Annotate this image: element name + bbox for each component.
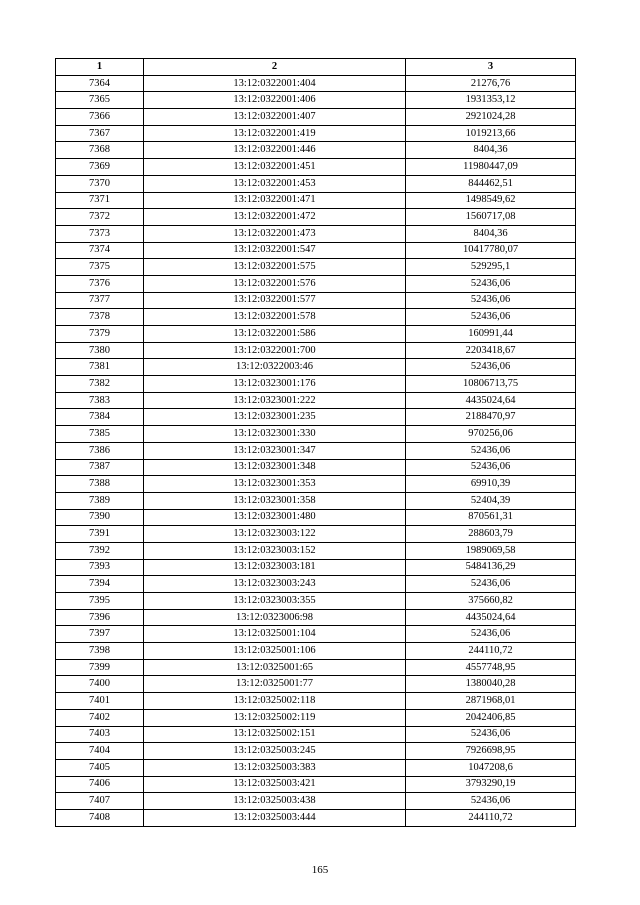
cadastral-number-cell: 13:12:0322001:700	[144, 342, 406, 359]
value-cell: 52436,06	[406, 275, 576, 292]
value-cell: 52436,06	[406, 359, 576, 376]
row-number-cell: 7375	[56, 259, 144, 276]
value-cell: 844462,51	[406, 175, 576, 192]
cadastral-number-cell: 13:12:0325001:65	[144, 659, 406, 676]
row-number-cell: 7380	[56, 342, 144, 359]
cadastral-number-cell: 13:12:0325001:77	[144, 676, 406, 693]
table-row	[56, 409, 576, 426]
table-row	[56, 225, 576, 242]
value-cell: 2042406,85	[406, 709, 576, 726]
table-row	[56, 159, 576, 176]
value-cell: 1989069,58	[406, 542, 576, 559]
table-row	[56, 309, 576, 326]
value-cell: 10417780,07	[406, 242, 576, 259]
row-number-cell: 7373	[56, 225, 144, 242]
table-row	[56, 359, 576, 376]
cadastral-number-cell: 13:12:0323003:152	[144, 542, 406, 559]
cadastral-number-cell: 13:12:0322001:446	[144, 142, 406, 159]
row-number-cell: 7364	[56, 75, 144, 92]
row-number-cell: 7396	[56, 609, 144, 626]
table-row	[56, 175, 576, 192]
value-cell: 970256,06	[406, 426, 576, 443]
header-row	[56, 59, 576, 76]
row-number-cell: 7397	[56, 626, 144, 643]
value-cell: 52436,06	[406, 459, 576, 476]
table-row	[56, 459, 576, 476]
table-row	[56, 693, 576, 710]
header-col-1: 1	[56, 59, 144, 76]
cadastral-number-cell: 13:12:0322001:471	[144, 192, 406, 209]
table-row	[56, 326, 576, 343]
value-cell: 4557748,95	[406, 659, 576, 676]
value-cell: 7926698,95	[406, 743, 576, 760]
table-body	[56, 75, 576, 826]
row-number-cell: 7372	[56, 209, 144, 226]
cadastral-number-cell: 13:12:0323001:235	[144, 409, 406, 426]
table-row	[56, 259, 576, 276]
table-row	[56, 559, 576, 576]
value-cell: 288603,79	[406, 526, 576, 543]
table-row	[56, 743, 576, 760]
table-row	[56, 709, 576, 726]
cadastral-number-cell: 13:12:0322003:46	[144, 359, 406, 376]
row-number-cell: 7398	[56, 643, 144, 660]
cadastral-number-cell: 13:12:0323001:330	[144, 426, 406, 443]
cadastral-number-cell: 13:12:0322001:575	[144, 259, 406, 276]
row-number-cell: 7393	[56, 559, 144, 576]
value-cell: 3793290,19	[406, 776, 576, 793]
value-cell: 2921024,28	[406, 109, 576, 126]
value-cell: 8404,36	[406, 142, 576, 159]
value-cell: 2871968,01	[406, 693, 576, 710]
value-cell: 10806713,75	[406, 376, 576, 393]
cadastral-number-cell: 13:12:0323001:348	[144, 459, 406, 476]
cadastral-number-cell: 13:12:0322001:453	[144, 175, 406, 192]
value-cell: 52436,06	[406, 309, 576, 326]
value-cell: 4435024,64	[406, 609, 576, 626]
cadastral-number-cell: 13:12:0325002:151	[144, 726, 406, 743]
cadastral-number-cell: 13:12:0322001:406	[144, 92, 406, 109]
data-table	[55, 58, 576, 827]
table-row	[56, 209, 576, 226]
cadastral-number-cell: 13:12:0322001:473	[144, 225, 406, 242]
table-row	[56, 659, 576, 676]
row-number-cell: 7382	[56, 376, 144, 393]
cadastral-number-cell: 13:12:0322001:451	[144, 159, 406, 176]
table-row	[56, 392, 576, 409]
row-number-cell: 7386	[56, 442, 144, 459]
cadastral-number-cell: 13:12:0322001:404	[144, 75, 406, 92]
value-cell: 52436,06	[406, 626, 576, 643]
value-cell: 8404,36	[406, 225, 576, 242]
cadastral-number-cell: 13:12:0322001:407	[144, 109, 406, 126]
value-cell: 5484136,29	[406, 559, 576, 576]
table-row	[56, 726, 576, 743]
value-cell: 52436,06	[406, 576, 576, 593]
row-number-cell: 7400	[56, 676, 144, 693]
row-number-cell: 7389	[56, 492, 144, 509]
row-number-cell: 7394	[56, 576, 144, 593]
table-row	[56, 242, 576, 259]
cadastral-number-cell: 13:12:0322001:586	[144, 326, 406, 343]
row-number-cell: 7399	[56, 659, 144, 676]
cadastral-number-cell: 13:12:0325003:438	[144, 793, 406, 810]
cadastral-number-cell: 13:12:0325003:245	[144, 743, 406, 760]
row-number-cell: 7391	[56, 526, 144, 543]
row-number-cell: 7395	[56, 593, 144, 610]
row-number-cell: 7387	[56, 459, 144, 476]
table-row	[56, 275, 576, 292]
table-row	[56, 542, 576, 559]
table-row	[56, 192, 576, 209]
table-row	[56, 776, 576, 793]
table-row	[56, 793, 576, 810]
value-cell: 870561,31	[406, 509, 576, 526]
table-row	[56, 376, 576, 393]
row-number-cell: 7367	[56, 125, 144, 142]
header-col-2: 2	[144, 59, 406, 76]
value-cell: 529295,1	[406, 259, 576, 276]
row-number-cell: 7408	[56, 809, 144, 826]
value-cell: 1380040,28	[406, 676, 576, 693]
row-number-cell: 7406	[56, 776, 144, 793]
cadastral-number-cell: 13:12:0323003:122	[144, 526, 406, 543]
table-header	[56, 59, 576, 76]
cadastral-number-cell: 13:12:0325003:421	[144, 776, 406, 793]
row-number-cell: 7381	[56, 359, 144, 376]
cadastral-number-cell: 13:12:0325003:383	[144, 759, 406, 776]
row-number-cell: 7404	[56, 743, 144, 760]
row-number-cell: 7368	[56, 142, 144, 159]
value-cell: 52436,06	[406, 292, 576, 309]
table-row	[56, 759, 576, 776]
cadastral-number-cell: 13:12:0322001:419	[144, 125, 406, 142]
row-number-cell: 7379	[56, 326, 144, 343]
value-cell: 21276,76	[406, 75, 576, 92]
row-number-cell: 7405	[56, 759, 144, 776]
value-cell: 1931353,12	[406, 92, 576, 109]
row-number-cell: 7407	[56, 793, 144, 810]
table-row	[56, 593, 576, 610]
table-row	[56, 676, 576, 693]
row-number-cell: 7377	[56, 292, 144, 309]
table-row	[56, 509, 576, 526]
row-number-cell: 7384	[56, 409, 144, 426]
row-number-cell: 7371	[56, 192, 144, 209]
value-cell: 244110,72	[406, 643, 576, 660]
table-row	[56, 92, 576, 109]
cadastral-number-cell: 13:12:0323001:222	[144, 392, 406, 409]
cadastral-number-cell: 13:12:0323001:353	[144, 476, 406, 493]
table-row	[56, 626, 576, 643]
table-row	[56, 442, 576, 459]
cadastral-number-cell: 13:12:0323001:347	[144, 442, 406, 459]
table-row	[56, 292, 576, 309]
cadastral-number-cell: 13:12:0323001:480	[144, 509, 406, 526]
table-row	[56, 492, 576, 509]
row-number-cell: 7378	[56, 309, 144, 326]
cadastral-number-cell: 13:12:0323006:98	[144, 609, 406, 626]
row-number-cell: 7376	[56, 275, 144, 292]
cadastral-number-cell: 13:12:0325002:118	[144, 693, 406, 710]
cadastral-number-cell: 13:12:0322001:472	[144, 209, 406, 226]
value-cell: 52436,06	[406, 442, 576, 459]
cadastral-number-cell: 13:12:0325002:119	[144, 709, 406, 726]
cadastral-number-cell: 13:12:0323003:181	[144, 559, 406, 576]
cadastral-number-cell: 13:12:0325001:106	[144, 643, 406, 660]
table-row	[56, 342, 576, 359]
page-number: 165	[311, 864, 329, 876]
row-number-cell: 7366	[56, 109, 144, 126]
header-col-3: 3	[406, 59, 576, 76]
table-row	[56, 809, 576, 826]
table-row	[56, 643, 576, 660]
row-number-cell: 7383	[56, 392, 144, 409]
row-number-cell: 7388	[56, 476, 144, 493]
cadastral-number-cell: 13:12:0322001:547	[144, 242, 406, 259]
row-number-cell: 7392	[56, 542, 144, 559]
row-number-cell: 7390	[56, 509, 144, 526]
cadastral-number-cell: 13:12:0322001:576	[144, 275, 406, 292]
cadastral-number-cell: 13:12:0322001:577	[144, 292, 406, 309]
row-number-cell: 7370	[56, 175, 144, 192]
value-cell: 2188470,97	[406, 409, 576, 426]
value-cell: 4435024,64	[406, 392, 576, 409]
table-row	[56, 576, 576, 593]
table-row	[56, 142, 576, 159]
value-cell: 160991,44	[406, 326, 576, 343]
table-row	[56, 609, 576, 626]
cadastral-number-cell: 13:12:0323001:176	[144, 376, 406, 393]
row-number-cell: 7403	[56, 726, 144, 743]
value-cell: 11980447,09	[406, 159, 576, 176]
cadastral-number-cell: 13:12:0325001:104	[144, 626, 406, 643]
row-number-cell: 7402	[56, 709, 144, 726]
table-row	[56, 426, 576, 443]
table-row	[56, 125, 576, 142]
value-cell: 52436,06	[406, 793, 576, 810]
value-cell: 1047208,6	[406, 759, 576, 776]
cadastral-number-cell: 13:12:0323003:355	[144, 593, 406, 610]
value-cell: 244110,72	[406, 809, 576, 826]
value-cell: 52436,06	[406, 726, 576, 743]
value-cell: 1019213,66	[406, 125, 576, 142]
value-cell: 375660,82	[406, 593, 576, 610]
cadastral-number-cell: 13:12:0323003:243	[144, 576, 406, 593]
table-row	[56, 476, 576, 493]
row-number-cell: 7365	[56, 92, 144, 109]
row-number-cell: 7369	[56, 159, 144, 176]
cadastral-number-cell: 13:12:0325003:444	[144, 809, 406, 826]
cadastral-number-cell: 13:12:0323001:358	[144, 492, 406, 509]
row-number-cell: 7401	[56, 693, 144, 710]
value-cell: 69910,39	[406, 476, 576, 493]
value-cell: 1560717,08	[406, 209, 576, 226]
value-cell: 52404,39	[406, 492, 576, 509]
row-number-cell: 7385	[56, 426, 144, 443]
table-row	[56, 75, 576, 92]
cadastral-number-cell: 13:12:0322001:578	[144, 309, 406, 326]
table-row	[56, 109, 576, 126]
row-number-cell: 7374	[56, 242, 144, 259]
value-cell: 1498549,62	[406, 192, 576, 209]
table-row	[56, 526, 576, 543]
value-cell: 2203418,67	[406, 342, 576, 359]
